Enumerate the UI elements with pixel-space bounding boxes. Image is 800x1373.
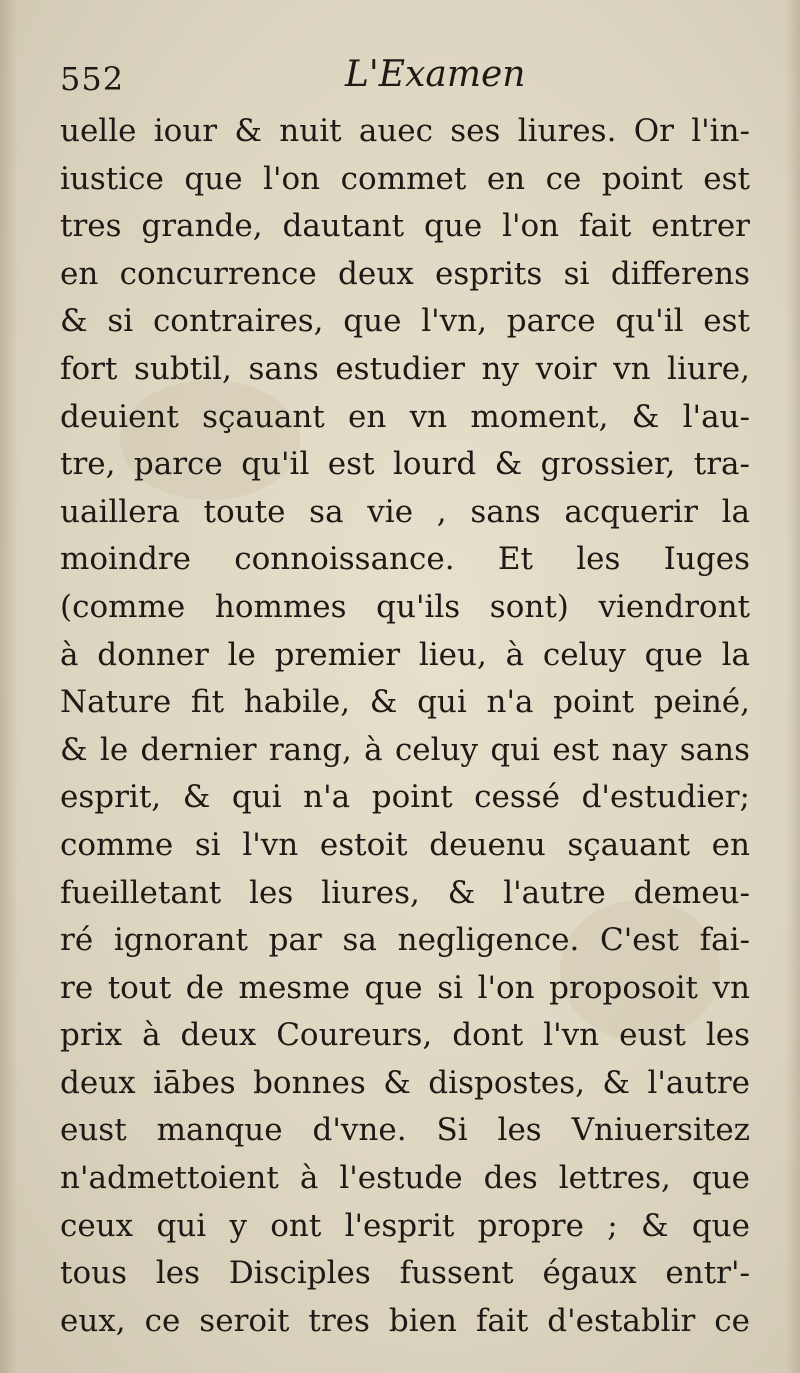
text-line: n'admettoient à l'estude des lettres, que bbox=[60, 1160, 750, 1197]
text-line: à donner le premier lieu, à celuy que la bbox=[60, 636, 750, 673]
text-line: prix à deux Coureurs, dont l'vn eust les bbox=[60, 1017, 750, 1054]
page-left-edge-shadow bbox=[0, 0, 18, 1373]
text-line: eust manque d'vne. Si les Vniuersitez bbox=[60, 1112, 750, 1149]
page-right-edge-shadow bbox=[786, 0, 800, 1373]
text-line: esprit, & qui n'a point cessé d'estudier; bbox=[60, 779, 750, 816]
running-title: L'Examen bbox=[345, 54, 526, 95]
text-line: & si contraires, que l'vn, parce qu'il est bbox=[60, 303, 750, 340]
text-line: iustice que l'on commet en ce point est bbox=[60, 160, 750, 197]
body-text bbox=[60, 108, 750, 1345]
text-line: deuient sçauant en vn moment, & l'au- bbox=[60, 398, 750, 435]
text-line: re tout de mesme que si l'on proposoit vn bbox=[60, 969, 750, 1006]
text-line: en concurrence deux esprits si differens bbox=[60, 255, 750, 292]
text-line: (comme hommes qu'ils sont) viendront bbox=[60, 588, 750, 625]
text-line: tous les Disciples fussent égaux entr'- bbox=[60, 1255, 750, 1292]
text-line: tre, parce qu'il est lourd & grossier, tra- bbox=[60, 446, 750, 483]
text-line: moindre connoissance. Et les Iuges bbox=[60, 541, 750, 578]
text-line: fueilletant les liures, & l'autre demeu- bbox=[60, 874, 750, 911]
text-line: ré ignorant par sa negligence. C'est fai- bbox=[60, 922, 750, 959]
page-number: 552 bbox=[60, 60, 125, 98]
text-line: eux, ce seroit tres bien fait d'establir ce bbox=[60, 1302, 750, 1339]
page-header bbox=[60, 54, 750, 104]
text-line: tres grande, dautant que l'on fait entrer bbox=[60, 208, 750, 245]
text-line: Nature fit habile, & qui n'a point peiné, bbox=[60, 684, 750, 721]
text-line: fort subtil, sans estudier ny voir vn liure, bbox=[60, 350, 750, 387]
text-line: ceux qui y ont l'esprit propre ; & que bbox=[60, 1207, 750, 1244]
text-line: & le dernier rang, à celuy qui est nay sans bbox=[60, 731, 750, 768]
text-line: comme si l'vn estoit deuenu sçauant en bbox=[60, 826, 750, 863]
text-line: uaillera toute sa vie , sans acquerir la bbox=[60, 493, 750, 530]
text-line: deux iābes bonnes & dispostes, & l'autre bbox=[60, 1064, 750, 1101]
text-line: uelle iour & nuit auec ses liures. Or l'in- bbox=[60, 113, 750, 149]
